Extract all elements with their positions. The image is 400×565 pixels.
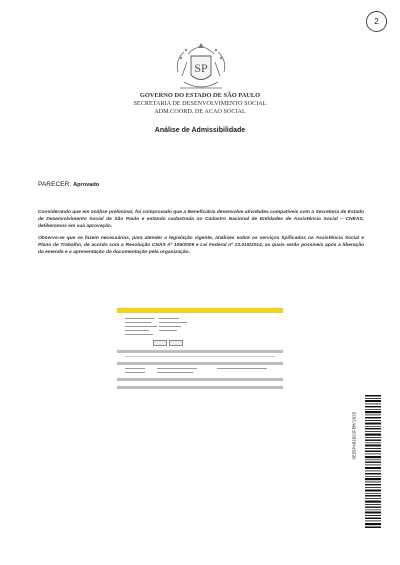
barcode-text: SEDSPAR2023FEM/2025: [353, 411, 358, 460]
paragraph-observa: Observa-se que se fazem necessárias, para atender a legislação vigente, análises sobre os serviços tipificados na Assistência Social e Plano de Trabalho, de acordo com a Resolução CNAS nº 109/2009 e Lei Federal nº 13.019/2014, as quais serão possíveis após a liberação da emenda e a apresentação da documentação pela organização.: [38, 236, 364, 255]
parecer-label: PARECER:: [38, 181, 72, 188]
page-number-badge: 2: [366, 11, 387, 32]
embedded-screenshot-thumbnail: [117, 308, 283, 390]
secretariat-name: SECRETARIA DE DESENVOLVIMENTO SOCIAL: [133, 100, 267, 107]
government-name: GOVERNO DO ESTADO DE SÃO PAULO: [139, 92, 261, 99]
paragraph-considerando: Considerando que em análise preliminar, foi comprovado que a Beneficiária desenvolve atividades compatíveis com a Secretaria de Estado de Desenvolvimento Social de São Paulo e estando cadastrada no Cadastro Nacional de Entidades de Assistência Social – CNEAS, deliberamos em sua aprovação.: [38, 210, 364, 229]
parecer-value: Aprovado: [73, 182, 100, 188]
barcode-icon: [365, 395, 381, 528]
svg-text:SP: SP: [194, 61, 208, 75]
page-title: Análise de Admissibilidade: [154, 127, 246, 134]
parecer-line: [38, 181, 99, 188]
state-coat-of-arms-icon: [174, 42, 228, 94]
department-name: ADM.COORD. DE ACAO SOCIAL: [154, 108, 246, 115]
